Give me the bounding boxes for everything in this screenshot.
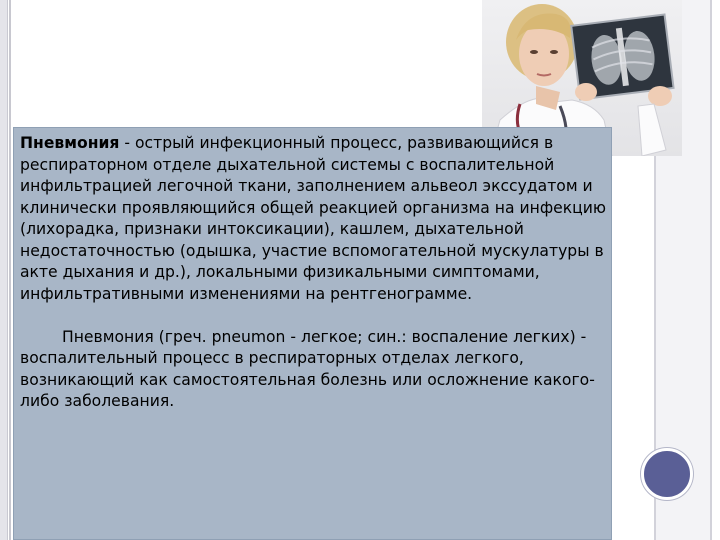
term-pneumonia: Пневмония [20,134,120,152]
definition-body: - острый инфекционный процесс, развивающийся в респираторном отделе дыхательной системы с воспалительной инфильтрацией легочной ткани, заполнением альвеол экссудатом и клинически проявляющийся общей реакцией организма на инфекцию (лихорадка, признаки интоксикации), кашлем, дыхательной недостаточностью (одышка, участие вспомогательной мускулатуры в акте дыхания и др.), локальными физикальными симптомами, инфильтративными изменениями на рентгенограмме. [20,134,607,303]
paragraph-etymology: Пневмония (греч. pneumon - легкое; син.: воспаление легких) - воспалительный процесс в респираторных отделах легкого, возникающий как самостоятельная болезнь или осложнение какого-либо заболевания. [20,327,595,410]
paragraph-definition [20,133,615,305]
slide-left-border [0,0,8,540]
slide-left-line [9,0,11,540]
decorative-circle [641,448,693,500]
definition-text [20,133,615,413]
